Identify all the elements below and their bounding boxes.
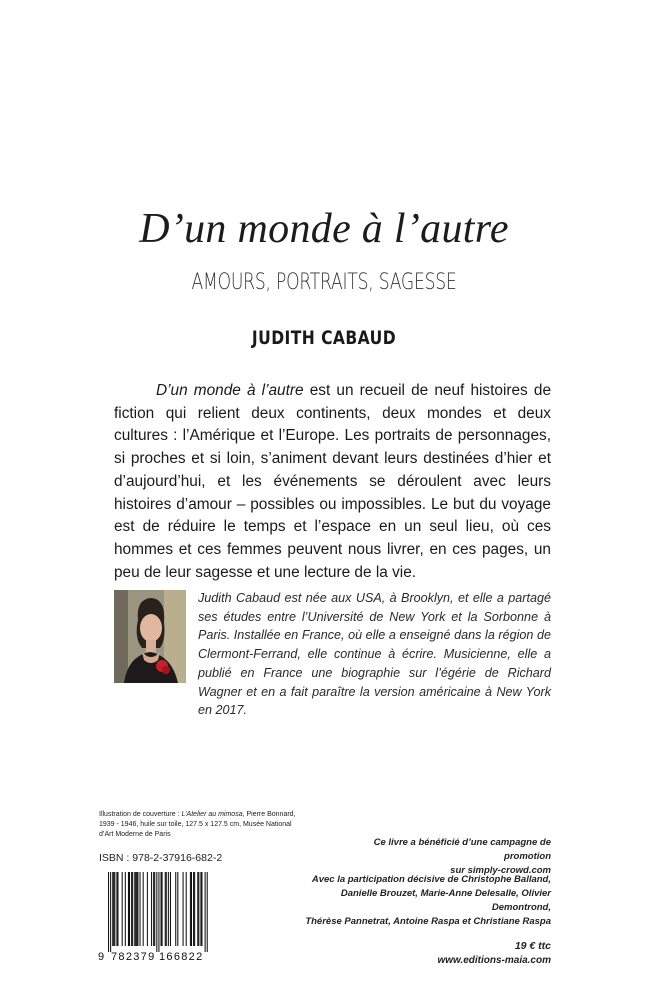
barcode-bar bbox=[161, 872, 162, 946]
barcode-bar bbox=[193, 872, 194, 946]
isbn-label: ISBN : 978-2-37916-682-2 bbox=[99, 852, 223, 864]
barcode-right-group: 166822 bbox=[159, 951, 204, 962]
book-title: D’un monde à l’autre bbox=[139, 206, 509, 252]
barcode-bar bbox=[200, 872, 201, 946]
barcode-bar bbox=[190, 872, 191, 946]
barcode-bar bbox=[166, 872, 167, 946]
isbn-barcode bbox=[97, 872, 213, 967]
author-name: JUDITH CABAUD bbox=[251, 327, 397, 349]
barcode-bar bbox=[110, 872, 111, 952]
blurb-title-italic: D’un monde à l’autre bbox=[156, 382, 304, 399]
barcode-bar bbox=[162, 872, 163, 946]
barcode-bar bbox=[132, 872, 133, 946]
barcode-bar bbox=[168, 872, 169, 946]
barcode-left-group: 782379 bbox=[111, 951, 156, 962]
barcode-bar bbox=[135, 872, 136, 946]
barcode-bar bbox=[125, 872, 126, 946]
blurb-text: est un recueil de neuf histoires de fiction qui relient deux continents, deux mondes et deux cultures : l’Amérique et l’Europe. Les portraits de personnages, si proches et si loin, s’animent devant leurs destinées d’hier et d’aujourd’hui, et les événements se déroulent avec leurs histoires d’amour – possibles ou impossibles. Le but du voyage est de réduire le temps et l’espace en un seul lieu, où ces hommes et ces femmes peuvent nous livrer, en ces pages, un peu de leur sagesse et une lecture de la vie. bbox=[114, 382, 551, 581]
barcode-bar bbox=[194, 872, 195, 946]
price: 19 € ttc bbox=[514, 940, 551, 952]
barcode-bar bbox=[140, 872, 141, 946]
barcode-bar bbox=[205, 872, 206, 952]
author-bio: Judith Cabaud est née aux USA, à Brooklyn, et elle a partagé ses études entre l’Université de New York et la Sorbonne à Paris. Installée en France, où elle a enseigné dans la région de Clermont-Ferrand, elle continue à écrire. Musicienne, elle a publié en France une biographie sur l’égérie de Richard Wagner et en a fait paraître la version américaine à New York en 2017. bbox=[198, 591, 551, 718]
participation-line-2: Danielle Brouzet, Marie-Anne Delesalle, Olivier Demontrond, bbox=[340, 888, 551, 913]
barcode-bar bbox=[128, 872, 129, 946]
cover-illustration-credit bbox=[99, 810, 299, 840]
barcode-bar bbox=[113, 872, 114, 946]
barcode-bar bbox=[122, 872, 123, 946]
barcode-bar bbox=[137, 872, 138, 946]
book-subtitle: AMOURS, PORTRAITS, SAGESSE bbox=[191, 270, 457, 295]
barcode-bar bbox=[186, 872, 187, 946]
barcode-bar bbox=[108, 872, 109, 952]
participation-line-1: Avec la participation décisive de Christophe Balland, bbox=[311, 874, 551, 885]
promo-line-2: sur simply-crowd.com bbox=[450, 865, 551, 876]
participation-credits bbox=[300, 873, 551, 929]
barcode-bar bbox=[131, 872, 132, 946]
barcode-bar bbox=[207, 872, 208, 952]
participation-line-3: Thérèse Pannetrat, Antoine Raspa et Christiane Raspa bbox=[305, 916, 551, 927]
barcode-bar bbox=[151, 872, 152, 946]
barcode-bar bbox=[153, 872, 154, 946]
barcode-bar bbox=[175, 872, 176, 946]
back-cover-blurb bbox=[114, 380, 551, 584]
barcode-bar bbox=[201, 872, 202, 946]
barcode-bar bbox=[134, 872, 135, 946]
credit-label: Illustration de couverture : bbox=[99, 811, 182, 818]
barcode-bar bbox=[114, 872, 115, 946]
barcode-bar bbox=[143, 872, 144, 946]
credit-artwork: L’Atelier au mimosa bbox=[181, 811, 243, 818]
barcode-first-digit: 9 bbox=[98, 951, 105, 962]
barcode-bar bbox=[197, 872, 198, 946]
promotion-notice bbox=[330, 836, 551, 878]
barcode-bar bbox=[112, 872, 113, 946]
barcode-bar bbox=[154, 872, 155, 946]
barcode-bar bbox=[129, 872, 130, 946]
barcode-bar bbox=[158, 872, 159, 952]
barcode-graphic bbox=[97, 872, 213, 962]
barcode-bar bbox=[165, 872, 166, 946]
credit-details: , Pierre Bonnard, 1939 - 1946, huile sur toile, 127.5 x 127.5 cm, Musée National d’Art Moderne de Paris bbox=[99, 811, 296, 838]
barcode-bar bbox=[183, 872, 184, 946]
barcode-bar bbox=[147, 872, 148, 946]
promo-line-1: Ce livre a bénéficié d’une campagne de promotion bbox=[373, 837, 551, 862]
barcode-bar bbox=[136, 872, 137, 946]
publisher-website[interactable]: www.editions-maia.com bbox=[437, 955, 551, 966]
author-photo bbox=[114, 590, 186, 683]
barcode-bar bbox=[198, 872, 199, 946]
barcode-bar bbox=[177, 872, 178, 946]
barcode-bar bbox=[191, 872, 192, 946]
barcode-bar bbox=[156, 872, 157, 952]
barcode-bar bbox=[116, 872, 117, 946]
barcode-bar bbox=[170, 872, 171, 946]
barcode-bar bbox=[117, 872, 118, 946]
